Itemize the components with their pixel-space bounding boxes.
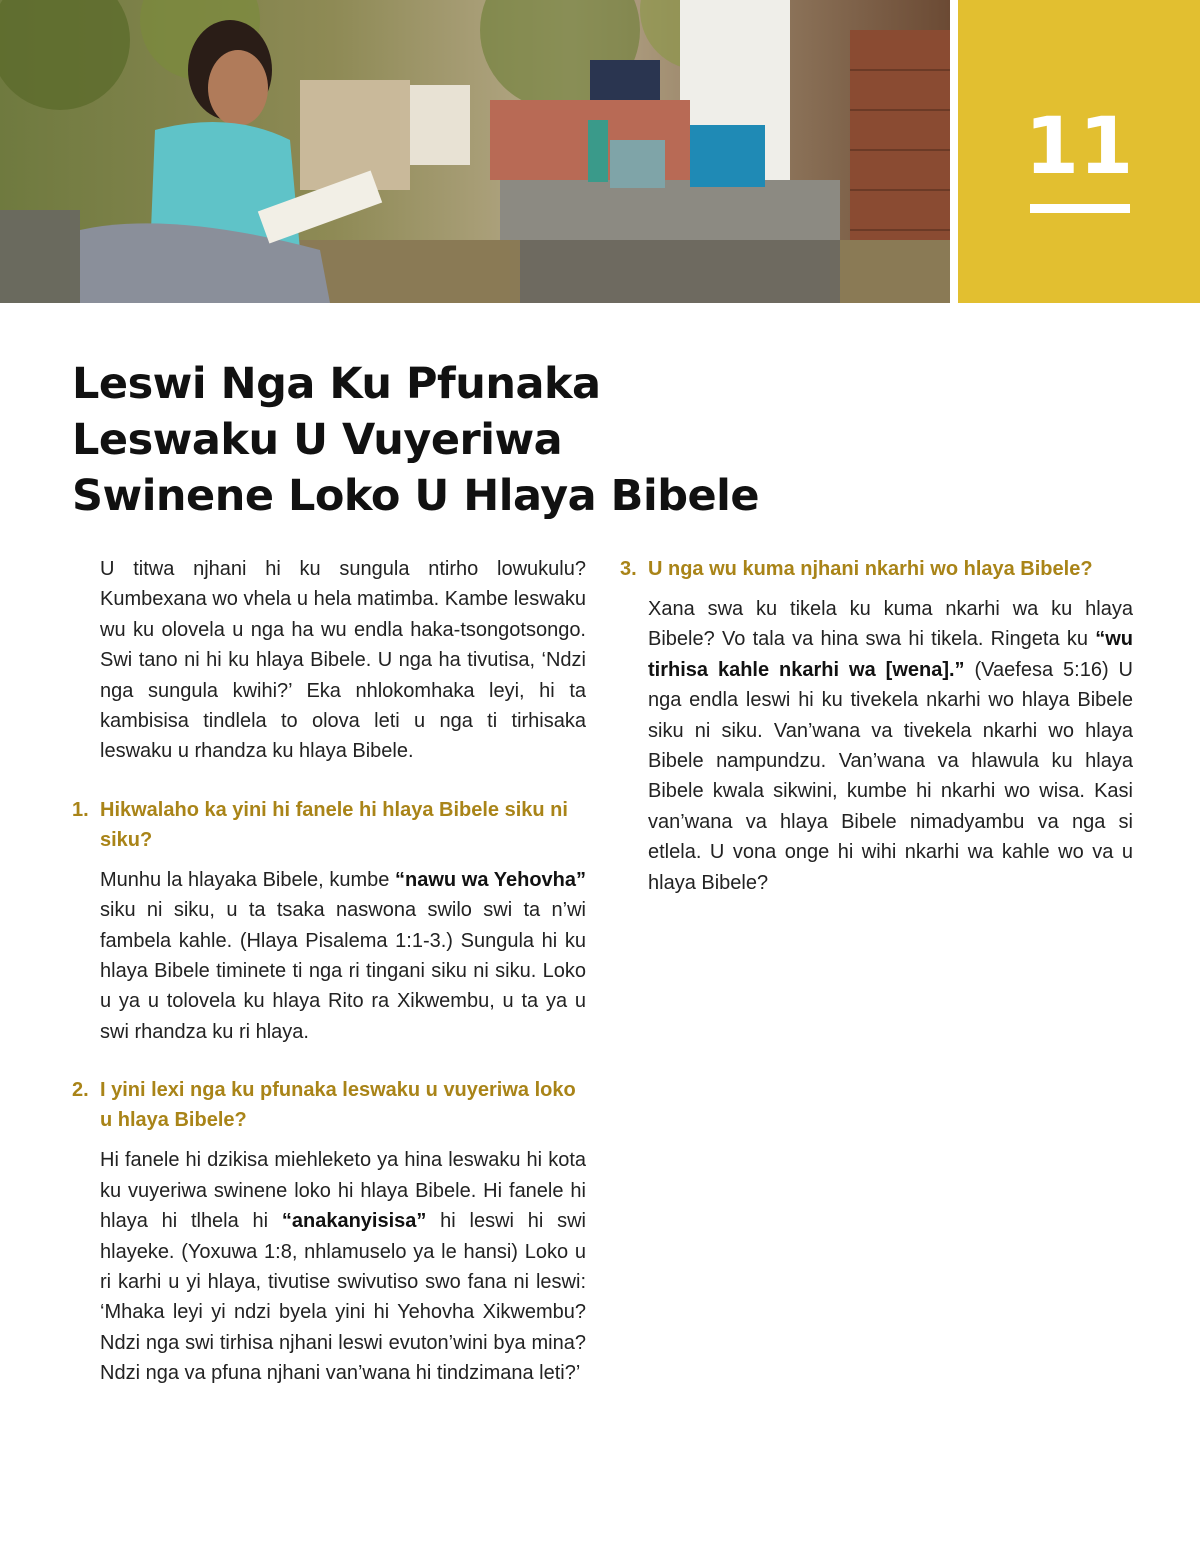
lesson-number-underline: [1030, 204, 1130, 213]
question-3-text: U nga wu kuma njhani nkarhi wo hlaya Bibele?: [648, 558, 1093, 580]
question-2-number: 2.: [72, 1079, 89, 1102]
question-2-heading: [72, 1075, 586, 1135]
title-line-3: Swinene Loko U Hlaya Bibele: [72, 471, 760, 521]
question-3-number: 3.: [620, 558, 637, 580]
answer-2-text-b: hi leswi hi swi hlayeke. (Yoxuwa 1:8, nhlamuselo ya le hansi) Loko u ri karhi u yi hlaya, tivutise swivutiso swo fana ni leswi: ‘Mhaka leyi yi ndzi byela yini hi Yehovha Xikwembu? Ndzi nga swi tirhisa njhani leswi evuton’wini bya mina? Ndzi nga va pfuna njhani van’wana hi tindzimana leti?’: [100, 1210, 586, 1385]
answer-1-paragraph: [72, 865, 586, 1047]
answer-3-bold: “wu tirhisa kahle nkarhi wa [wena].”: [648, 628, 1133, 681]
answer-1-bold: “nawu wa Yehovha”: [395, 868, 586, 891]
answer-2-text-a: Hi fanele hi dzikisa miehleketo ya hina leswaku hi kota ku vuyeriwa swinene loko hi hlaya Bibele. Hi fanele hi hlaya hi tlhela hi: [100, 1149, 586, 1233]
header-photo: [0, 0, 950, 303]
right-column: [620, 554, 1133, 898]
title-line-1: Leswi Nga Ku Pfunaka: [72, 359, 601, 409]
lesson-number-box: [958, 0, 1200, 303]
question-1-heading: [72, 795, 586, 855]
question-2-text: I yini lexi nga ku pfunaka leswaku u vuyeriwa loko u hlaya Bibele?: [100, 1079, 576, 1132]
answer-1-text-a: Munhu la hlayaka Bibele, kumbe: [100, 868, 396, 891]
intro-paragraph: U titwa njhani hi ku sungula ntirho lowukulu? Kumbexana wo vhela u hela matimba. Kambe leswaku wu ku olovela u nga ha wu endla haka-tsongotsongo. Swi tano ni hi ku hlaya Bibele. U nga ha tivutisa, ‘Ndzi nga sungula kwihi?’ Eka nhlokomhaka leyi, hi ta kambisisa tindlela to olova leti u nga ti tirhisaka leswaku u rhandza ku hlaya Bibele.: [100, 558, 586, 763]
answer-2-bold: “anakanyisisa”: [281, 1210, 427, 1233]
woman-reading-bible-photo: [0, 0, 950, 303]
answer-3-paragraph: [620, 594, 1133, 898]
answer-3-text-a: Xana swa ku tikela ku kuma nkarhi wa ku hlaya Bibele? Vo tala va hina swa hi tikela. Ringeta ku: [648, 598, 1133, 651]
lesson-number: 11: [1024, 102, 1134, 192]
answer-1-text-b: siku ni siku, u ta tsaka naswona swilo swi ta n’wi fambela kahle. (Hlaya Pisalema 1:1-3.) Sungula hi ku hlaya Bibele timinete ti nga ri tingani siku ni siku. Loko u ya u tolovela ku hlaya Rito ra Xikwembu, u ta ya u swi rhandza ku ri hlaya.: [100, 899, 586, 1043]
left-column: [72, 554, 586, 1389]
answer-3-text-b: (Vaefesa 5:16) U nga endla leswi hi ku tivekela nkarhi wo hlaya Bibele siku ni siku. Van’wana va tivekela nkarhi wo hlaya Bibele nampundzu. Van’wana va hlawula ku hlaya Bibele kwala sikwini, kumbe hi nkarhi wo wisa. Kasi van’wana va hlaya Bibele nimadyambu va nga si etlela. U vona onge hi wihi nkarhi wa kahle wo va u hlaya Bibele?: [648, 658, 1134, 894]
answer-2-paragraph: [72, 1145, 586, 1388]
title-line-2: Leswaku U Vuyeriwa: [72, 415, 563, 465]
question-1-text: Hikwalaho ka yini hi fanele hi hlaya Bibele siku ni siku?: [100, 798, 568, 851]
question-1-number: 1.: [72, 798, 89, 821]
page-title: [72, 356, 872, 524]
question-3-heading: [620, 554, 1133, 584]
